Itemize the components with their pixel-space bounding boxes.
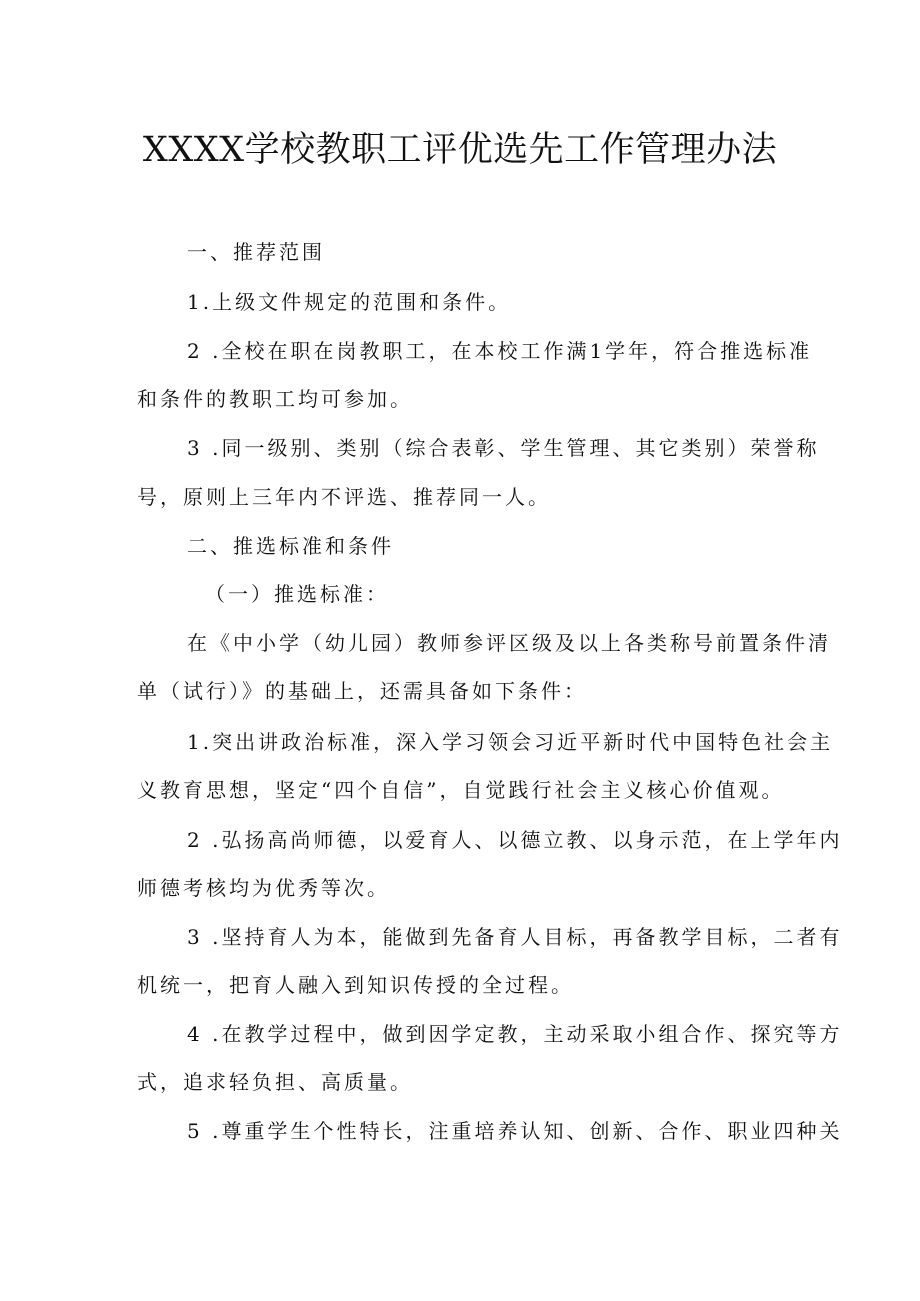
paragraph-line: 1.突出讲政治标准，深入学习领会习近平新时代中国特色社会主 <box>187 730 834 754</box>
paragraph-line: 师德考核均为优秀等次。 <box>137 876 390 900</box>
paragraph-line: 1.上级文件规定的范围和条件。 <box>187 290 512 314</box>
paragraph-line: 单（试行）》的基础上，还需具备如下条件： <box>137 679 587 703</box>
document-title: XXXX学校教职工评优选先工作管理办法 <box>142 130 778 170</box>
paragraph-line: 3 .坚持育人为本，能做到先备育人目标，再备教学目标，二者有 <box>187 925 843 949</box>
paragraph-line: 2 .弘扬高尚师德，以爱育人、以德立教、以身示范，在上学年内 <box>187 828 843 852</box>
paragraph-line: 机统一，把育人融入到知识传授的全过程。 <box>137 973 574 997</box>
paragraph-line: 3 .同一级别、类别（综合表彰、学生管理、其它类别）荣誉称 <box>187 436 820 460</box>
paragraph-line: 式，追求轻负担、高质量。 <box>137 1070 413 1094</box>
section-heading-recommend-scope: 一、推荐范围 <box>187 240 325 264</box>
subsection-heading: （一）推选标准： <box>205 582 389 606</box>
paragraph-line: 号，原则上三年内不评选、推荐同一人。 <box>137 485 551 509</box>
paragraph-line: 4 .在教学过程中，做到因学定教，主动采取小组合作、探究等方 <box>187 1022 843 1046</box>
paragraph-line: 2 .全校在职在岗教职工，在本校工作满1学年，符合推选标准 <box>187 339 813 363</box>
paragraph-line: 义教育思想，坚定“四个自信”，自觉践行社会主义核心价值观。 <box>137 778 785 802</box>
paragraph-line: 和条件的教职工均可参加。 <box>137 387 413 411</box>
section-heading-standards: 二、推选标准和条件 <box>187 534 394 558</box>
paragraph-line: 5 .尊重学生个性特长，注重培养认知、创新、合作、职业四种关 <box>187 1119 843 1143</box>
paragraph-line: 在《中小学（幼儿园）教师参评区级及以上各类称号前置条件清 <box>187 631 831 655</box>
